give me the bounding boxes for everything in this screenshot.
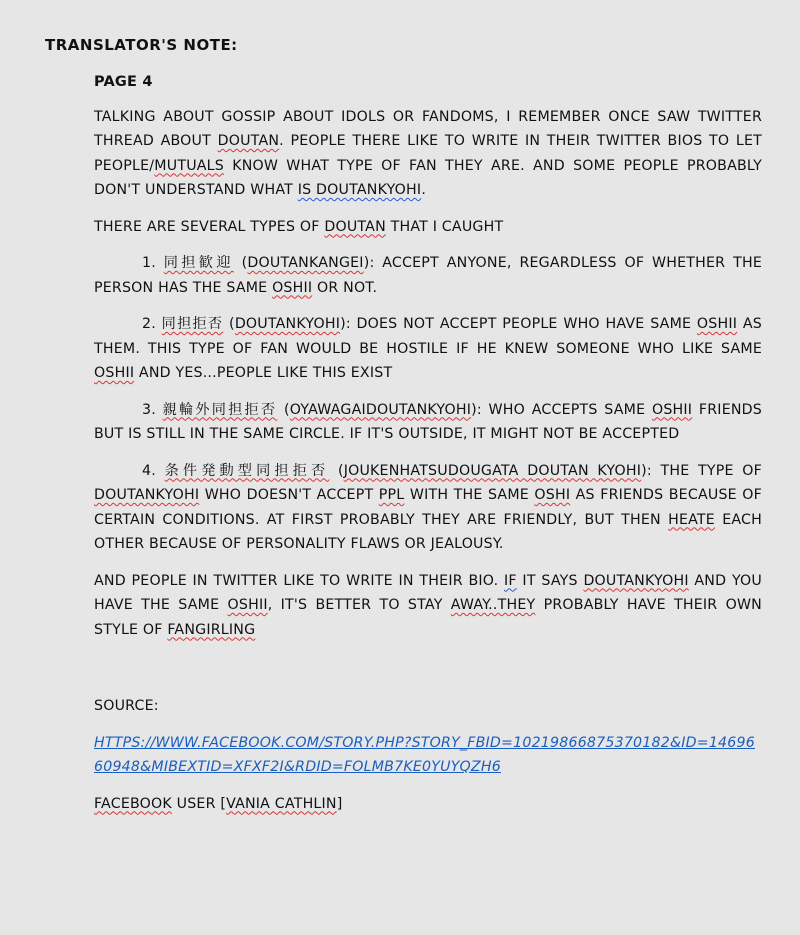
term-if: IF bbox=[503, 572, 517, 589]
text-run: USER [ bbox=[171, 795, 227, 812]
text-run: WHO DOESN'T ACCEPT bbox=[199, 487, 379, 503]
types-intro-paragraph bbox=[94, 215, 762, 240]
text-run: ): THE TYPE OF bbox=[641, 462, 763, 479]
term-facebook: FACEBOOK bbox=[94, 795, 172, 812]
romaji-term: DOUTANKYOHI bbox=[234, 316, 341, 332]
text-run: EACH OTHER BECAUSE OF PERSONALITY FLAWS OR JEALOUSY. bbox=[94, 511, 762, 552]
text-run: ): WHO ACCEPTS SAME bbox=[471, 401, 652, 418]
term-oshii: OSHII bbox=[696, 316, 738, 332]
term-heate: HEATE bbox=[668, 511, 715, 528]
kanji-term: 同担歓迎 bbox=[163, 255, 234, 271]
text-run: IT SAYS bbox=[516, 572, 584, 589]
text-run: THERE ARE SEVERAL TYPES OF bbox=[94, 218, 325, 235]
term-doutan: DOUTAN bbox=[217, 133, 280, 149]
text-run: ): ACCEPT ANYONE, REGARDLESS OF WHETHER THE PERSON HAS THE SAME bbox=[94, 255, 762, 296]
closing-paragraph bbox=[94, 569, 762, 643]
term-oshii: OSHII bbox=[227, 597, 268, 613]
text-run: AND YOU HAVE THE SAME bbox=[94, 572, 762, 613]
text-run: AS THEM. THIS TYPE OF FAN WOULD BE HOSTILE IF HE KNEW SOMEONE WHO LIKE SAME bbox=[94, 316, 762, 357]
text-run: KNOW WHAT TYPE OF FAN THEY ARE. AND SOME PEOPLE PROBABLY DON'T UNDERSTAND WHAT bbox=[94, 157, 762, 198]
term-ppl: PPL bbox=[378, 487, 405, 503]
text-run: AS FRIENDS BECAUSE OF CERTAIN CONDITIONS. AT FIRST PROBABLY THEY ARE FRIENDLY, BUT THEN bbox=[94, 487, 762, 528]
term-oshii: OSHII bbox=[94, 365, 135, 381]
list-item-2 bbox=[94, 312, 762, 386]
item-number: 3. bbox=[142, 401, 163, 418]
text-run: ( bbox=[277, 401, 290, 418]
text-run: ( bbox=[233, 255, 248, 271]
text-run: AND YES...PEOPLE LIKE THIS EXIST bbox=[134, 365, 393, 381]
romaji-term: DOUTANKANGEI bbox=[247, 255, 364, 271]
source-block bbox=[94, 694, 762, 816]
term-fangirling: FANGIRLING bbox=[167, 621, 256, 638]
term-is-doutankyohi: IS DOUTANKYOHI bbox=[297, 182, 422, 198]
list-item-1 bbox=[94, 251, 762, 300]
text-run: . PEOPLE THERE LIKE TO WRITE IN THEIR TWITTER BIOS TO LET PEOPLE/ bbox=[94, 133, 762, 174]
text-run: WITH THE SAME bbox=[404, 487, 535, 503]
term-oshii: OSHII bbox=[651, 401, 693, 418]
term-doutankyohi: DOUTANKYOHI bbox=[94, 487, 200, 503]
kanji-term: 条件発動型同担拒否 bbox=[164, 462, 330, 479]
term-oshii: OSHII bbox=[272, 279, 313, 296]
translators-note-heading: TRANSLATOR'S NOTE: bbox=[45, 36, 238, 54]
item-number: 4. bbox=[142, 462, 165, 479]
kanji-term: 同担拒否 bbox=[161, 316, 224, 332]
romaji-term: OYAWAGAIDOUTANKYOHI bbox=[289, 401, 472, 418]
text-run: AND PEOPLE IN TWITTER LIKE TO WRITE IN THEIR BIO. bbox=[94, 572, 504, 589]
term-away-they: AWAY..THEY bbox=[450, 597, 536, 613]
note-content bbox=[94, 70, 762, 828]
text-run: . bbox=[421, 182, 427, 198]
text-run: TALKING ABOUT GOSSIP ABOUT IDOLS OR FANDOMS, I REMEMBER ONCE SAW TWITTER THREAD ABOUT bbox=[94, 108, 762, 149]
text-run: , IT'S BETTER TO STAY bbox=[267, 597, 451, 613]
source-link[interactable]: HTTPS://WWW.FACEBOOK.COM/STORY.PHP?STORY_FBID=10219866875370182&ID=1469660948&MIBEXTID=XFXF2I&RDID=FOLMB7KE0YUYQZH6 bbox=[94, 734, 755, 775]
text-run: PROBABLY HAVE THEIR OWN STYLE OF bbox=[94, 597, 762, 638]
credit-line bbox=[94, 792, 762, 817]
text-run: THAT I CAUGHT bbox=[385, 218, 504, 235]
text-run: ] bbox=[336, 795, 343, 812]
kanji-term: 親輪外同担拒否 bbox=[162, 401, 278, 418]
intro-paragraph bbox=[94, 105, 762, 203]
list-item-4 bbox=[94, 459, 762, 557]
term-oshi: OSHI bbox=[534, 487, 571, 503]
text-run: ): DOES NOT ACCEPT PEOPLE WHO HAVE SAME bbox=[340, 316, 697, 332]
text-run: OR NOT. bbox=[312, 279, 378, 296]
text-run: FRIENDS BUT IS STILL IN THE SAME CIRCLE. IF IT'S OUTSIDE, IT MIGHT NOT BE ACCEPTED bbox=[94, 401, 763, 442]
page-label: PAGE 4 bbox=[94, 74, 153, 90]
item-number: 2. bbox=[142, 316, 162, 332]
text-run: ( bbox=[223, 316, 235, 332]
term-doutan: DOUTAN bbox=[324, 218, 386, 235]
text-run: ( bbox=[329, 462, 344, 479]
romaji-term: JOUKENHATSUDOUGATA DOUTAN KYOHI bbox=[343, 462, 642, 479]
term-doutankyohi: DOUTANKYOHI bbox=[583, 572, 689, 589]
list-item-3 bbox=[94, 398, 762, 447]
credit-name: VANIA CATHLIN bbox=[226, 795, 337, 812]
term-mutuals: MUTUALS bbox=[154, 157, 224, 174]
source-label: SOURCE: bbox=[94, 698, 159, 714]
item-number: 1. bbox=[142, 255, 164, 271]
